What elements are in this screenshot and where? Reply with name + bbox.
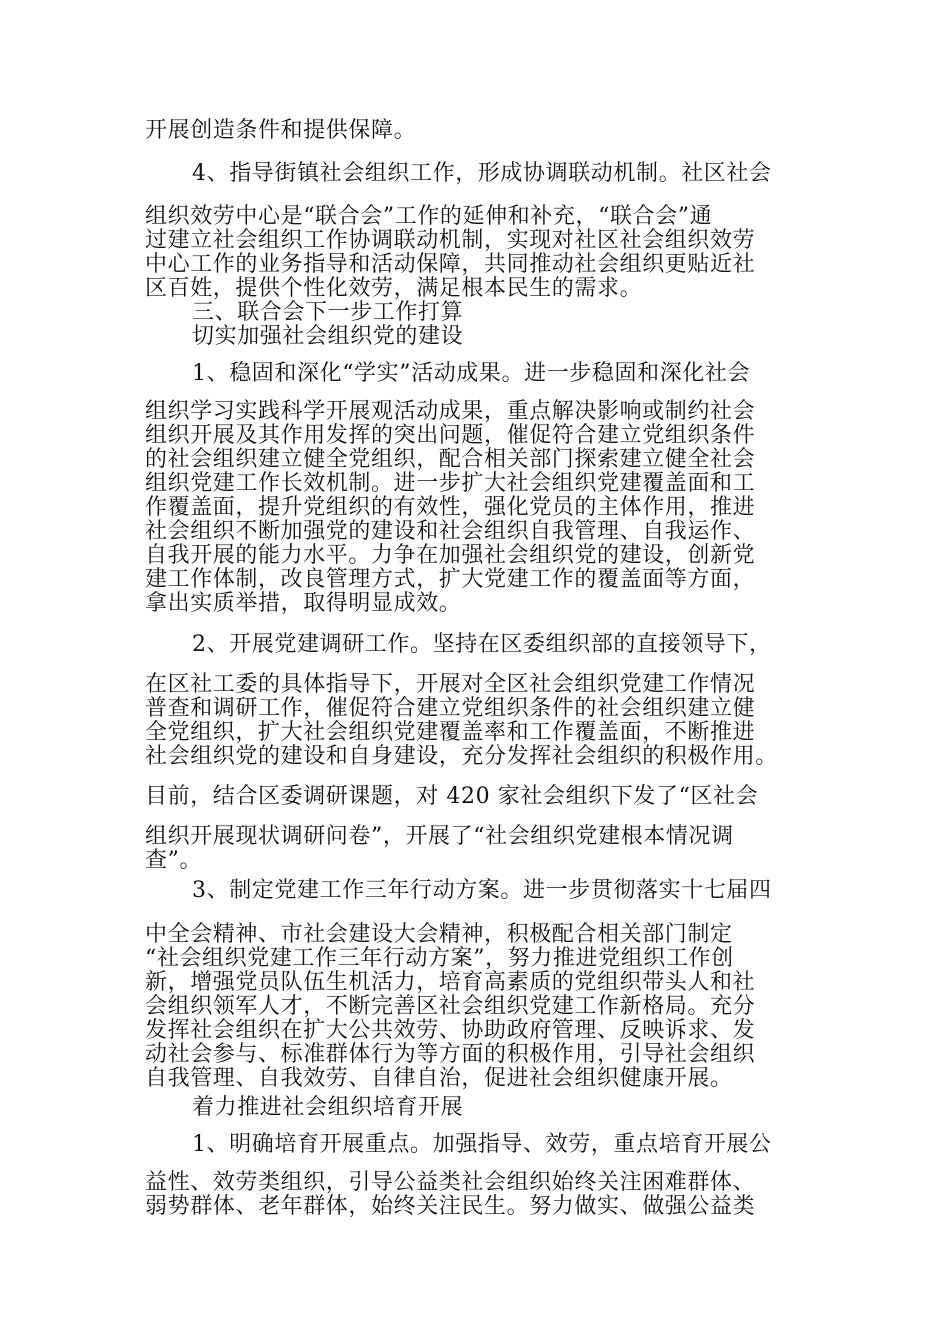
text-line: 自我开展的能力水平。力争在加强社会组织党的建设，创新党 [145, 543, 756, 568]
text-line: 中全会精神、市社会建设大会精神，积极配合相关部门制定 [145, 922, 733, 947]
text-line: 自我管理、自我效劳、自律自治，促进社会组织健康开展。 [145, 1066, 733, 1091]
text-line: 全党组织，扩大社会组织党建覆盖率和工作覆盖面，不断推进 [145, 720, 756, 745]
text-line: 中心工作的业务指导和活动保障，共同推动社会组织更贴近社 [145, 252, 756, 277]
text-line: 作覆盖面，提升党组织的有效性，强化党员的主体作用，推进 [145, 495, 756, 520]
text-line: 在区社工委的具体指导下，开展对全区社会组织党建工作情况 [145, 672, 756, 697]
paragraph-start-line: 3、制定党建工作三年行动方案。进一步贯彻落实十七届四 [192, 878, 772, 903]
text-line: 组织党建工作长效机制。进一步扩大社会组织党建覆盖面和工 [145, 471, 756, 496]
text-line: 查”。 [145, 848, 203, 873]
text-line: 新，增强党员队伍生机活力，培育高素质的党组织带头人和社 [145, 970, 756, 995]
paragraph-start-line: 1、明确培育开展重点。加强指导、效劳，重点培育开展公 [192, 1132, 772, 1157]
text-line: 组织开展现状调研问卷”，开展了“社会组织党建根本情况调 [145, 824, 734, 849]
paragraph-start-line: 1、稳固和深化“学实”活动成果。进一步稳固和深化社会 [192, 361, 751, 386]
text-line: 动社会参与、标准群体行为等方面的积极作用，引导社会组织 [145, 1042, 756, 1067]
subsection-heading: 切实加强社会组织党的建设 [192, 324, 464, 349]
text-line: 会组织领军人才，不断完善区社会组织党建工作新格局。充分 [145, 994, 756, 1019]
subsection-heading: 着力推进社会组织培育开展 [192, 1095, 464, 1120]
text-line: 拿出实质举措，取得明显成效。 [145, 591, 462, 616]
text-line: 社会组织不断加强党的建设和社会组织自我管理、自我运作、 [145, 519, 756, 544]
text-line: 普查和调研工作，催促符合建立党组织条件的社会组织建立健 [145, 696, 756, 721]
text-line: 区百姓，提供个性化效劳，满足根本民生的需求。 [145, 276, 643, 301]
text-line: 开展创造条件和提供保障。 [145, 118, 417, 143]
text-line: 弱势群体、老年群体，始终关注民生。努力做实、做强公益类 [145, 1194, 756, 1219]
paragraph-start-line: 2、开展党建调研工作。坚持在区委组织部的直接领导下， [192, 632, 772, 657]
text-line: 建工作体制，改良管理方式，扩大党建工作的覆盖面等方面， [145, 567, 756, 592]
text-line: 益性、效劳类组织，引导公益类社会组织始终关注困难群体、 [145, 1170, 756, 1195]
text-line: 过建立社会组织工作协调联动机制，实现对社区社会组织效劳 [145, 228, 756, 253]
text-line: 发挥社会组织在扩大公共效劳、协助政府管理、反映诉求、发 [145, 1018, 756, 1043]
paragraph-start-line: 4、指导街镇社会组织工作，形成协调联动机制。社区社会 [192, 161, 772, 186]
text-line: 的社会组织建立健全党组织，配合相关部门探索建立健全社会 [145, 447, 756, 472]
text-line: 组织开展及其作用发挥的突出问题，催促符合建立党组织条件 [145, 423, 756, 448]
text-line: 社会组织党的建设和自身建设，充分发挥社会组织的积极作用。 [145, 744, 778, 769]
section-heading: 三、联合会下一步工作打算 [192, 300, 464, 325]
text-line: 组织效劳中心是“联合会”工作的延伸和补充，“联合会”通 [145, 204, 713, 229]
text-line: “社会组织党建工作三年行动方案”，努力推进党组织工作创 [145, 946, 734, 971]
text-line: 组织学习实践科学开展观活动成果，重点解决影响或制约社会 [145, 399, 756, 424]
text-line: 目前，结合区委调研课题，对 420 家社会组织下发了“区社会 [145, 784, 759, 809]
